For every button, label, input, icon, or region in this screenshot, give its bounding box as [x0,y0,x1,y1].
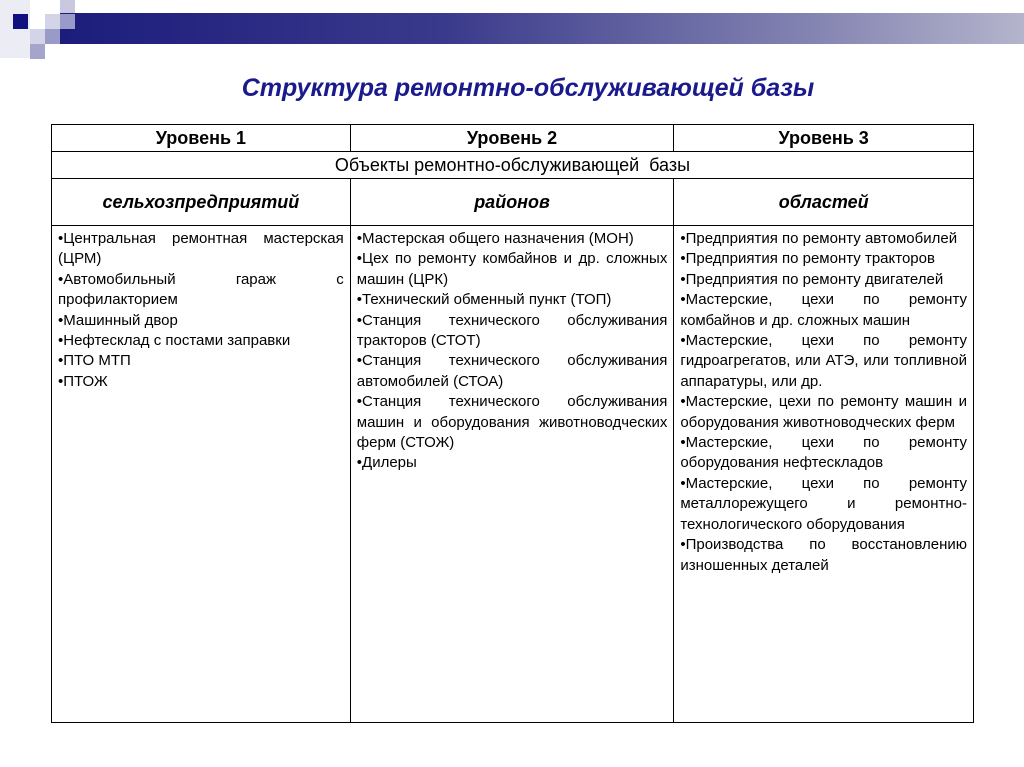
category-header: районов [350,179,674,226]
items-row [52,226,974,723]
column-items [52,226,351,723]
list-item: •Мастерские, цехи по ремонту комбайнов и др. сложных машин [680,291,967,329]
list-item: •Производства по восстановлению изношенных деталей [680,536,967,574]
list-item: •Предприятия по ремонту тракторов [680,250,935,268]
category-header: областей [674,179,974,226]
repair-base-table [51,124,974,723]
list-item: •Дилеры [356,454,417,472]
list-item: •Мастерские, цехи по ремонту оборудования нефтескладов [680,434,967,472]
decor-square [45,29,60,44]
level-header: Уровень 2 [350,125,674,152]
list-item: •Предприятия по ремонту двигателей [680,270,944,288]
list-item: •Станция технического обслуживания тракторов (СТОТ) [356,311,668,350]
list-item: •Мастерские, цехи по ремонту металлорежущего и ремонтно-технологического оборудования [680,474,967,533]
list-item: •Предприятия по ремонту автомобилей [680,230,958,247]
level-header: Уровень 3 [674,125,974,152]
list-item: •Мастерские, цехи по ремонту машин и оборудования животноводческих ферм [680,393,967,431]
header-gradient-bar [60,13,1024,44]
decor-square [30,29,45,44]
list-item: •Технический обменный пункт (ТОП) [356,291,612,309]
slide-title: Структура ремонтно-обслуживающей базы [241,74,815,102]
objects-header: Объекты ремонтно-обслуживающей базы [52,152,974,179]
decor-square [45,14,60,29]
categories-row [52,179,974,226]
list-item: •Автомобильный гараж с профилакторием [58,270,344,309]
list-item: •Мастерские, цехи по ремонту гидроагрегатов, или АТЭ, или топливной аппаратуры, или др. [680,332,967,390]
list-item: •Станция технического обслуживания автомобилей (СТОА) [356,352,668,390]
list-item: •Цех по ремонту комбайнов и др. сложных машин (ЦРК) [356,250,668,288]
column-items [350,226,674,723]
list-item: •Мастерская общего назначения (МОН) [356,230,634,247]
list-item: •Машинный двор [58,311,178,329]
levels-row [52,125,974,152]
list-item: •Нефтесклад с постами заправки [58,332,291,350]
decor-square [13,14,28,29]
level-header: Уровень 1 [52,125,351,152]
decor-square [30,44,45,59]
column-items [674,226,974,723]
list-item: •Центральная ремонтная мастерская (ЦРМ) [58,230,344,268]
list-item: •ПТОЖ [58,372,108,390]
category-header: сельхозпредприятий [52,179,351,226]
list-item: •ПТО МТП [58,352,131,370]
decor-square [60,14,75,29]
list-item: •Станция технического обслуживания машин и оборудования животноводческих ферм (СТОЖ) [356,393,668,452]
objects-row [52,152,974,179]
decor-square [0,0,30,58]
